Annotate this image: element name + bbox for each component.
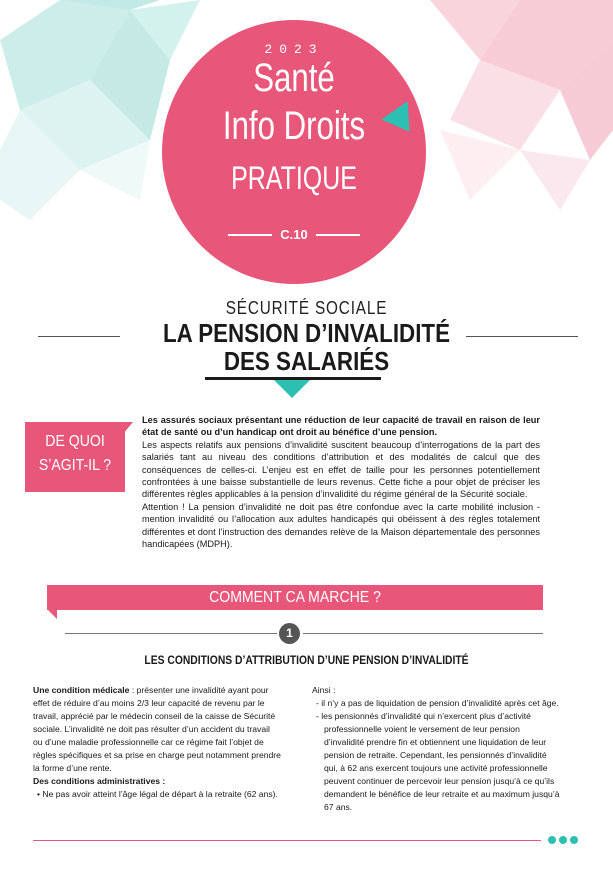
dash-left xyxy=(228,234,272,236)
dash-right xyxy=(316,234,360,236)
left-bullet-1: • Ne pas avoir atteint l’âge légal de départ à la retraite (62 ans). xyxy=(37,789,278,799)
intro-label-line2: S’AGIT-IL ? xyxy=(38,457,112,474)
section-title: COMMENT CA MARCHE ? xyxy=(209,589,381,606)
ainsi-label: Ainsi : xyxy=(312,685,336,695)
badge-title-line1: Santé xyxy=(253,56,335,100)
badge-code-row xyxy=(162,227,426,242)
section-header-notch xyxy=(47,609,57,619)
title-triangle xyxy=(274,380,310,398)
right-column xyxy=(312,684,562,814)
intro-text xyxy=(142,414,540,550)
badge-year: 2023 xyxy=(264,42,324,57)
footer-dot-3 xyxy=(570,836,578,844)
title-badge xyxy=(162,20,426,284)
page-title-line1: LA PENSION D’INVALIDITÉ xyxy=(163,318,450,348)
medical-condition-paragraph xyxy=(33,684,281,775)
right-bullet-1: - il n’y a pas de liquidation de pension d’invalidité après cet âge. xyxy=(316,698,559,708)
right-bullet-2: - les pensionnés d’invalidité qui n’exercent plus d’activité professionnelle voient le versement de leur pension d’invalidité prendre fin et obtiennent une liquidation de leur pension de retraite. Cependant, les pensionnés d’invalidité qui, à 62 ans exercent toujours une activité professionnelle peuvent continuer de percevoir leur pension jusqu’à ce qu’ils demandent le bénéfice de leur retraite et au maximum jusqu’à 67 ans. xyxy=(316,711,560,812)
intro-paragraph-1: Les aspects relatifs aux pensions d’invalidité suscitent beaucoup d’interrogations de la part des salariés tant au niveau des conditions d’attribution et des modalités de calcul que des conséquences de celles-ci. L’enjeu est en effet de taille pour les personnes potentiellement confrontées à une baisse substantielle de leurs revenus. Cette fiche a pour objet de préciser les différentes règles applicables à la pension d’invalidité du régime général de la Sécurité sociale. xyxy=(142,439,540,500)
admin-conditions-label: Des conditions administratives : xyxy=(33,776,166,786)
left-column xyxy=(33,684,281,801)
badge-title-line2: Info Droits xyxy=(222,104,366,148)
section-number: 1 xyxy=(279,623,300,644)
medical-condition-label: Une condition médicale xyxy=(33,685,130,695)
category-label: SÉCURITÉ SOCIALE xyxy=(225,298,388,318)
intro-label-line1: DE QUOI xyxy=(45,433,105,450)
intro-label xyxy=(31,430,119,478)
number-rule-right xyxy=(303,633,543,634)
footer-dot-2 xyxy=(559,836,567,844)
medical-condition-text: : présenter une invalidité ayant pour effet de réduire d’au moins 2/3 leur capacité de revenu par le travail, apprécié par le médecin conseil de la caisse de Sécurité sociale. L’invalidité ne doit pas résulter d’un accident du travail ou d’une maladie professionnelle car ce régime fait l’objet de règles spécifiques et sa prise en charge peut notamment prendre la forme d’une rente. xyxy=(33,685,281,773)
badge-code: C.10 xyxy=(280,227,308,242)
intro-label-notch xyxy=(123,422,133,434)
number-rule-left xyxy=(65,633,277,634)
subsection-title: LES CONDITIONS D’ATTRIBUTION D’UNE PENSION D’INVALIDITÉ xyxy=(144,653,469,667)
badge-title-line3: PRATIQUE xyxy=(231,160,357,196)
intro-paragraph-2: Attention ! La pension d’invalidité ne doit pas être confondue avec la carte mobilité inclusion - mention invalidité ou l’allocation aux adultes handicapés qui obéissent à des règles totalement différentes et dont l’instruction des demandes relève de la Maison départementale des personnes handicapées (MDPH). xyxy=(142,501,540,550)
intro-lead: Les assurés sociaux présentant une réduction de leur capacité de travail en raison de leur état de santé ou d’un handicap ont droit au bénéfice d’une pension. xyxy=(142,415,540,438)
footer-rule xyxy=(33,840,541,841)
footer-dot-1 xyxy=(548,836,556,844)
page-title-line2: DES SALARIÉS xyxy=(223,346,390,376)
